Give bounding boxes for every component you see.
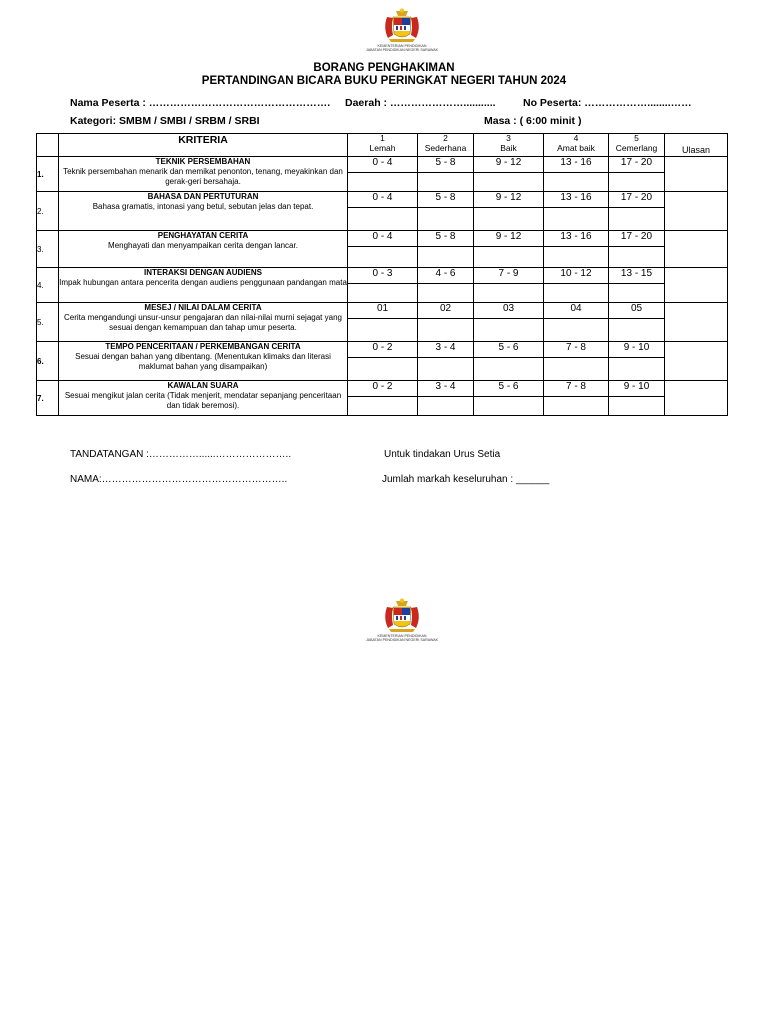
score-entry-cell[interactable] bbox=[474, 173, 544, 192]
competition-title: PERTANDINGAN BICARA BUKU PERINGKAT NEGERI TAHUN 2024 bbox=[201, 75, 567, 87]
criteria-description: Sesuai mengikut jalan cerita (Tidak menjerit, mendatar sepanjang penceritaan dan tidak beremosi). bbox=[64, 390, 342, 410]
score-entry-cell[interactable] bbox=[474, 247, 544, 268]
score-entry-cell[interactable] bbox=[609, 247, 665, 268]
criteria-description: Impak hubungan antara pencerita dengan audiens penggunaan pandangan mata bbox=[59, 277, 347, 287]
level-score: 4 bbox=[573, 133, 579, 143]
scoring-table bbox=[36, 133, 728, 416]
criteria-description: Teknik persembahan menarik dan memikat penonton, tenang, meyakinkan dan gerak-geri bersahaja. bbox=[63, 166, 343, 186]
score-range: 13 - 16 bbox=[544, 192, 609, 208]
level-score: 3 bbox=[506, 133, 511, 143]
score-range: 9 - 12 bbox=[474, 157, 544, 173]
level-label: Baik bbox=[500, 142, 517, 153]
score-range: 5 - 8 bbox=[418, 192, 474, 208]
score-range: 5 - 8 bbox=[418, 231, 474, 247]
level-score: 1 bbox=[380, 133, 385, 143]
score-entry-cell[interactable] bbox=[348, 319, 418, 342]
participant-number-field: No Peserta: ………………........…… bbox=[523, 97, 692, 109]
score-range: 17 - 20 bbox=[609, 157, 665, 173]
score-entry-cell[interactable] bbox=[418, 208, 474, 231]
criteria-cell bbox=[59, 157, 348, 192]
score-entry-cell[interactable] bbox=[474, 208, 544, 231]
score-entry-cell[interactable] bbox=[348, 358, 418, 381]
row-number: 2. bbox=[37, 192, 59, 231]
coat-of-arms-icon bbox=[380, 8, 424, 44]
ministry-logo-bottom bbox=[360, 598, 444, 642]
criteria-title: INTERAKSI DENGAN AUDIENS bbox=[144, 268, 262, 277]
score-range: 5 - 6 bbox=[474, 381, 544, 397]
ulasan-cell[interactable] bbox=[665, 381, 728, 416]
category-field: Kategori: SMBM / SMBI / SRBM / SRBI bbox=[70, 115, 260, 127]
score-range: 7 - 9 bbox=[474, 268, 544, 284]
criteria-title: TEKNIK PERSEMBAHAN bbox=[155, 157, 251, 166]
ulasan-cell[interactable] bbox=[665, 342, 728, 381]
score-entry-cell[interactable] bbox=[418, 397, 474, 416]
score-range: 7 - 8 bbox=[544, 381, 609, 397]
ministry-name-line-2: JABATAN PENDIDIKAN NEGERI SARAWAK bbox=[365, 48, 439, 53]
ulasan-cell[interactable] bbox=[665, 231, 728, 268]
criteria-description: Menghayati dan menyampaikan cerita dengan lancar. bbox=[108, 240, 298, 250]
criteria-title: PENGHAYATAN CERITA bbox=[157, 231, 249, 240]
score-range: 13 - 16 bbox=[544, 231, 609, 247]
header-kriteria: KRITERIA bbox=[59, 134, 348, 157]
criteria-description: Bahasa gramatis, intonasi yang betul, sebutan jelas dan tepat. bbox=[92, 201, 314, 211]
score-entry-cell[interactable] bbox=[348, 173, 418, 192]
score-entry-cell[interactable] bbox=[609, 319, 665, 342]
ministry-logo bbox=[360, 8, 444, 52]
header-level-2 bbox=[418, 134, 474, 157]
judge-name-line: NAMA:……………………………………………….. bbox=[70, 474, 288, 485]
score-range: 17 - 20 bbox=[609, 231, 665, 247]
score-entry-cell[interactable] bbox=[544, 358, 609, 381]
row-number: 1. bbox=[37, 157, 59, 192]
score-range: 0 - 4 bbox=[348, 231, 418, 247]
coat-of-arms-icon bbox=[380, 598, 424, 634]
score-entry-cell[interactable] bbox=[609, 173, 665, 192]
score-range: 3 - 4 bbox=[418, 381, 474, 397]
header-level-5 bbox=[609, 134, 665, 157]
level-score: 2 bbox=[443, 133, 448, 143]
score-range: 02 bbox=[418, 303, 474, 319]
score-entry-cell[interactable] bbox=[544, 397, 609, 416]
score-entry-cell[interactable] bbox=[474, 358, 544, 381]
score-range: 10 - 12 bbox=[544, 268, 609, 284]
score-entry-cell[interactable] bbox=[348, 208, 418, 231]
score-range: 9 - 12 bbox=[474, 231, 544, 247]
level-label: Cemerlang bbox=[615, 142, 658, 153]
score-range: 9 - 10 bbox=[609, 381, 665, 397]
signature-line: TANDATANGAN :……………......………………….. bbox=[70, 449, 292, 460]
criteria-description: Sesuai dengan bahan yang dibentang. (Menentukan klimaks dan literasi maklumat bahan yang disampaikan) bbox=[75, 351, 331, 371]
score-range: 17 - 20 bbox=[609, 192, 665, 208]
participant-name-field: Nama Peserta : ……………………………………………. bbox=[70, 97, 331, 109]
score-entry-cell[interactable] bbox=[609, 397, 665, 416]
score-range: 0 - 2 bbox=[348, 342, 418, 358]
level-label: Sederhana bbox=[424, 142, 467, 153]
ministry-name-line-1: KEMENTERIAN PENDIDIKAN bbox=[377, 44, 427, 48]
score-entry-cell[interactable] bbox=[348, 247, 418, 268]
score-range: 04 bbox=[544, 303, 609, 319]
criteria-row-3 bbox=[37, 231, 728, 247]
criteria-row-2 bbox=[37, 192, 728, 208]
level-label: Lemah bbox=[369, 142, 396, 153]
score-entry-cell[interactable] bbox=[609, 358, 665, 381]
criteria-cell bbox=[59, 381, 348, 416]
score-range: 13 - 15 bbox=[609, 268, 665, 284]
score-entry-cell[interactable] bbox=[418, 247, 474, 268]
score-range: 01 bbox=[348, 303, 418, 319]
criteria-cell bbox=[59, 192, 348, 231]
score-entry-cell[interactable] bbox=[609, 284, 665, 303]
table-header-row bbox=[37, 134, 728, 157]
score-range: 03 bbox=[474, 303, 544, 319]
level-label: Amat baik bbox=[557, 142, 595, 153]
score-entry-cell[interactable] bbox=[348, 397, 418, 416]
criteria-title: TEMPO PENCERITAAN / PERKEMBANGAN CERITA bbox=[105, 342, 301, 351]
score-entry-cell[interactable] bbox=[544, 284, 609, 303]
criteria-cell bbox=[59, 303, 348, 342]
header-level-3 bbox=[474, 134, 544, 157]
score-entry-cell[interactable] bbox=[474, 319, 544, 342]
criteria-row-6 bbox=[37, 342, 728, 358]
criteria-title: MESEJ / NILAI DALAM CERITA bbox=[144, 303, 262, 312]
criteria-row-1 bbox=[37, 157, 728, 173]
row-number: 6. bbox=[37, 342, 59, 381]
score-range: 5 - 8 bbox=[418, 157, 474, 173]
ulasan-cell[interactable] bbox=[665, 192, 728, 231]
criteria-cell bbox=[59, 342, 348, 381]
score-entry-cell[interactable] bbox=[544, 173, 609, 192]
row-number: 3. bbox=[37, 231, 59, 268]
score-entry-cell[interactable] bbox=[609, 208, 665, 231]
criteria-row-5 bbox=[37, 303, 728, 319]
score-entry-cell[interactable] bbox=[544, 319, 609, 342]
score-range: 9 - 12 bbox=[474, 192, 544, 208]
score-range: 13 - 16 bbox=[544, 157, 609, 173]
ministry-name-line-1: KEMENTERIAN PENDIDIKAN bbox=[377, 634, 427, 638]
score-entry-cell[interactable] bbox=[474, 284, 544, 303]
score-range: 7 - 8 bbox=[544, 342, 609, 358]
level-score: 5 bbox=[634, 133, 639, 143]
score-entry-cell[interactable] bbox=[418, 284, 474, 303]
score-range: 0 - 3 bbox=[348, 268, 418, 284]
criteria-cell bbox=[59, 268, 348, 303]
score-range: 05 bbox=[609, 303, 665, 319]
score-entry-cell[interactable] bbox=[544, 247, 609, 268]
district-field: Daerah : …………………........... bbox=[345, 97, 496, 109]
ulasan-cell[interactable] bbox=[665, 268, 728, 303]
header-level-1 bbox=[348, 134, 418, 157]
secretariat-note: Untuk tindakan Urus Setia bbox=[384, 449, 501, 460]
score-range: 5 - 6 bbox=[474, 342, 544, 358]
row-number: 5. bbox=[37, 303, 59, 342]
header-ulasan: Ulasan bbox=[665, 134, 728, 157]
score-range: 0 - 2 bbox=[348, 381, 418, 397]
ministry-name-line-2: JABATAN PENDIDIKAN NEGERI SARAWAK bbox=[365, 638, 439, 643]
time-limit-field: Masa : ( 6:00 minit ) bbox=[484, 115, 582, 127]
score-range: 4 - 6 bbox=[418, 268, 474, 284]
score-range: 0 - 4 bbox=[348, 157, 418, 173]
form-title: BORANG PENGHAKIMAN bbox=[313, 62, 455, 74]
score-range: 0 - 4 bbox=[348, 192, 418, 208]
row-number: 4. bbox=[37, 268, 59, 303]
score-entry-cell[interactable] bbox=[348, 284, 418, 303]
header-number-cell bbox=[37, 134, 59, 157]
row-number: 7. bbox=[37, 381, 59, 416]
score-entry-cell[interactable] bbox=[418, 358, 474, 381]
score-range: 9 - 10 bbox=[609, 342, 665, 358]
criteria-title: KAWALAN SUARA bbox=[167, 381, 239, 390]
criteria-row-4 bbox=[37, 268, 728, 284]
ulasan-cell[interactable] bbox=[665, 157, 728, 192]
total-marks-line: Jumlah markah keseluruhan : ______ bbox=[382, 474, 550, 485]
criteria-row-7 bbox=[37, 381, 728, 397]
ulasan-cell[interactable] bbox=[665, 303, 728, 342]
score-range: 3 - 4 bbox=[418, 342, 474, 358]
criteria-title: BAHASA DAN PERTUTURAN bbox=[147, 192, 259, 201]
score-entry-cell[interactable] bbox=[544, 208, 609, 231]
score-entry-cell[interactable] bbox=[418, 319, 474, 342]
criteria-cell bbox=[59, 231, 348, 268]
score-entry-cell[interactable] bbox=[474, 397, 544, 416]
score-entry-cell[interactable] bbox=[418, 173, 474, 192]
criteria-description: Cerita mengandungi unsur-unsur pengajaran dan nilai-nilai murni sejagat yang sesuai dengan kemampuan dan tahap umur peserta. bbox=[64, 312, 342, 332]
header-level-4 bbox=[544, 134, 609, 157]
